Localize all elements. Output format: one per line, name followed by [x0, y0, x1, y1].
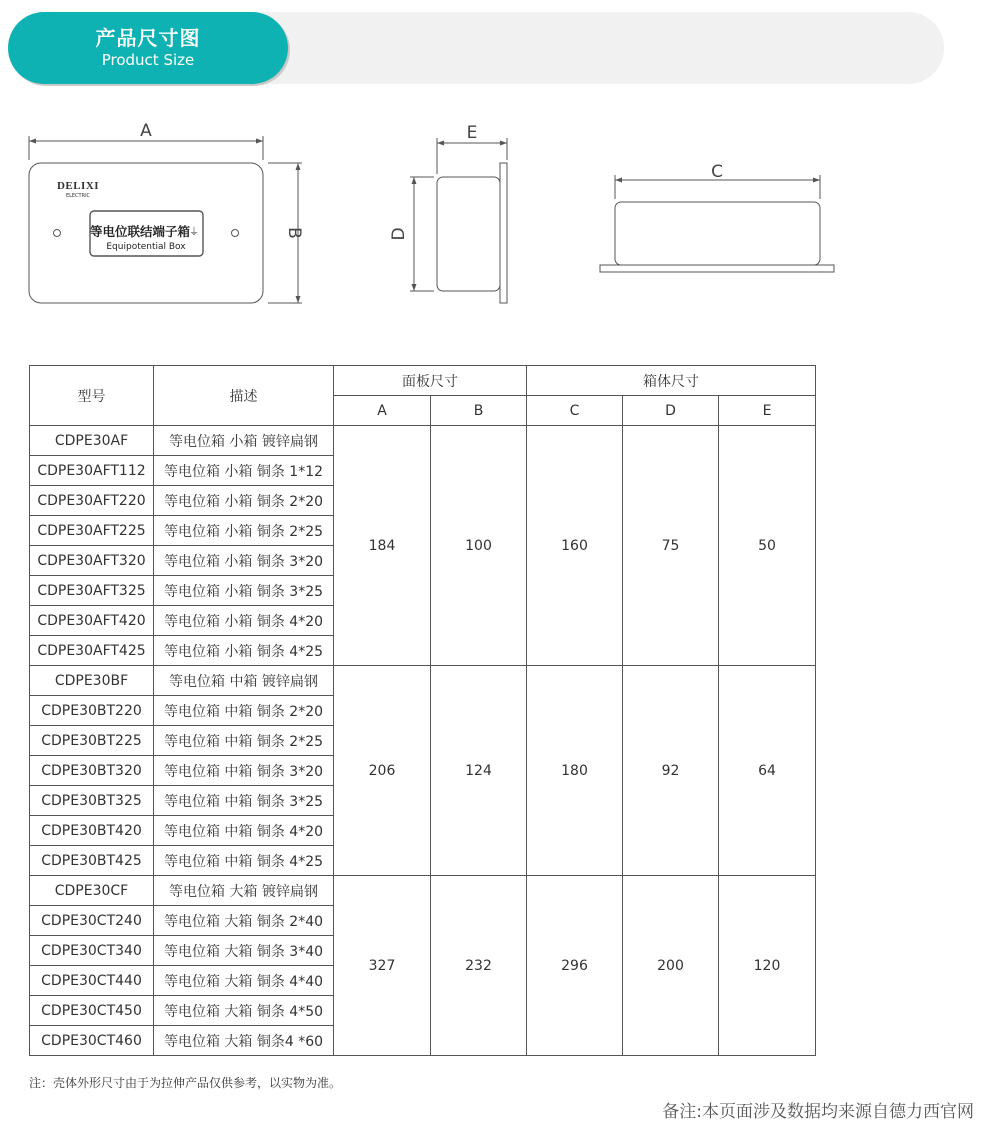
- desc-cell: 等电位箱 小箱 铜条 1*12: [154, 456, 334, 486]
- model-cell: CDPE30AFT225: [30, 516, 154, 546]
- model-cell: CDPE30AFT112: [30, 456, 154, 486]
- desc-cell: 等电位箱 小箱 铜条 2*25: [154, 516, 334, 546]
- dim-a-cell: 206: [334, 666, 431, 876]
- dim-label-c: C: [711, 162, 723, 182]
- desc-cell: 等电位箱 大箱 铜条 4*40: [154, 966, 334, 996]
- desc-cell: 等电位箱 中箱 铜条 2*20: [154, 696, 334, 726]
- dim-b-cell: 100: [431, 426, 527, 666]
- model-cell: CDPE30CF: [30, 876, 154, 906]
- drawings-svg: [0, 110, 990, 330]
- model-cell: CDPE30CT340: [30, 936, 154, 966]
- model-cell: CDPE30BT425: [30, 846, 154, 876]
- footnote: 注：壳体外形尺寸由于为拉伸产品仅供参考，以实物为准。: [29, 1076, 342, 1090]
- desc-cell: 等电位箱 小箱 镀锌扁钢: [154, 426, 334, 456]
- dim-label-b: B: [284, 227, 304, 239]
- header-model: 型号: [30, 366, 154, 426]
- source-remark: 备注:本页面涉及数据均来源自德力西官网: [662, 1102, 974, 1122]
- side-flange: [500, 163, 507, 303]
- model-cell: CDPE30CT440: [30, 966, 154, 996]
- dim-c-cell: 296: [527, 876, 623, 1056]
- dimension-drawings: [0, 110, 990, 330]
- section-title: [8, 12, 288, 84]
- dim-b-cell: 232: [431, 876, 527, 1056]
- desc-cell: 等电位箱 大箱 铜条 3*40: [154, 936, 334, 966]
- desc-cell: 等电位箱 中箱 铜条 4*25: [154, 846, 334, 876]
- desc-cell: 等电位箱 中箱 铜条 2*25: [154, 726, 334, 756]
- section-title-zh: 产品尺寸图: [95, 26, 201, 50]
- model-cell: CDPE30BF: [30, 666, 154, 696]
- header-box-size: 箱体尺寸: [527, 366, 816, 396]
- header-b: B: [431, 396, 527, 426]
- dim-e-cell: 64: [719, 666, 816, 876]
- table-row: [30, 666, 816, 696]
- desc-cell: 等电位箱 小箱 铜条 4*25: [154, 636, 334, 666]
- model-cell: CDPE30CT450: [30, 996, 154, 1026]
- desc-cell: 等电位箱 中箱 铜条 4*20: [154, 816, 334, 846]
- table-row: [30, 426, 816, 456]
- dim-d-cell: 200: [623, 876, 719, 1056]
- desc-cell: 等电位箱 小箱 铜条 3*25: [154, 576, 334, 606]
- desc-cell: 等电位箱 小箱 铜条 3*20: [154, 546, 334, 576]
- model-cell: CDPE30BT320: [30, 756, 154, 786]
- model-cell: CDPE30AF: [30, 426, 154, 456]
- dim-d-cell: 92: [623, 666, 719, 876]
- model-cell: CDPE30AFT220: [30, 486, 154, 516]
- ground-symbol-icon: ⏚: [189, 227, 199, 238]
- dim-d-cell: 75: [623, 426, 719, 666]
- table-row: [30, 876, 816, 906]
- plate-title-en: Equipotential Box: [106, 242, 186, 252]
- header-d: D: [623, 396, 719, 426]
- dim-e-cell: 120: [719, 876, 816, 1056]
- model-cell: CDPE30AFT425: [30, 636, 154, 666]
- model-cell: CDPE30BT225: [30, 726, 154, 756]
- desc-cell: 等电位箱 中箱 镀锌扁钢: [154, 666, 334, 696]
- desc-cell: 等电位箱 小箱 铜条 2*20: [154, 486, 334, 516]
- size-table-body: [30, 426, 816, 1056]
- brand-subtitle: ELECTRIC: [65, 193, 91, 199]
- desc-cell: 等电位箱 中箱 铜条 3*20: [154, 756, 334, 786]
- desc-cell: 等电位箱 大箱 镀锌扁钢: [154, 876, 334, 906]
- dim-e-cell: 50: [719, 426, 816, 666]
- header-a: A: [334, 396, 431, 426]
- side-box: [437, 177, 500, 291]
- top-flange: [600, 265, 834, 272]
- model-cell: CDPE30AFT320: [30, 546, 154, 576]
- dim-b-cell: 124: [431, 666, 527, 876]
- desc-cell: 等电位箱 大箱 铜条4 *60: [154, 1026, 334, 1056]
- header-c: C: [527, 396, 623, 426]
- desc-cell: 等电位箱 大箱 铜条 4*50: [154, 996, 334, 1026]
- desc-cell: 等电位箱 小箱 铜条 4*20: [154, 606, 334, 636]
- header-e: E: [719, 396, 816, 426]
- model-cell: CDPE30BT325: [30, 786, 154, 816]
- dim-label-e: E: [466, 123, 478, 143]
- model-cell: CDPE30AFT325: [30, 576, 154, 606]
- model-cell: CDPE30CT460: [30, 1026, 154, 1056]
- model-cell: CDPE30BT220: [30, 696, 154, 726]
- header-desc: 描述: [154, 366, 334, 426]
- dim-c-cell: 180: [527, 666, 623, 876]
- desc-cell: 等电位箱 中箱 铜条 3*25: [154, 786, 334, 816]
- dim-a-cell: 327: [334, 876, 431, 1056]
- dim-label-a: A: [140, 121, 152, 141]
- header-panel-size: 面板尺寸: [334, 366, 527, 396]
- model-cell: CDPE30AFT420: [30, 606, 154, 636]
- dim-c-cell: 160: [527, 426, 623, 666]
- model-cell: CDPE30CT240: [30, 906, 154, 936]
- desc-cell: 等电位箱 大箱 铜条 2*40: [154, 906, 334, 936]
- top-box: [615, 202, 820, 265]
- model-cell: CDPE30BT420: [30, 816, 154, 846]
- plate-title-zh: 等电位联结端子箱: [89, 224, 191, 239]
- screw-hole-left: [54, 230, 61, 237]
- brand-logo: DELIXI: [56, 180, 100, 192]
- size-table: [29, 365, 816, 1056]
- screw-hole-right: [232, 230, 239, 237]
- dim-label-d: D: [389, 227, 409, 241]
- section-title-en: Product Size: [101, 51, 195, 69]
- dim-a-cell: 184: [334, 426, 431, 666]
